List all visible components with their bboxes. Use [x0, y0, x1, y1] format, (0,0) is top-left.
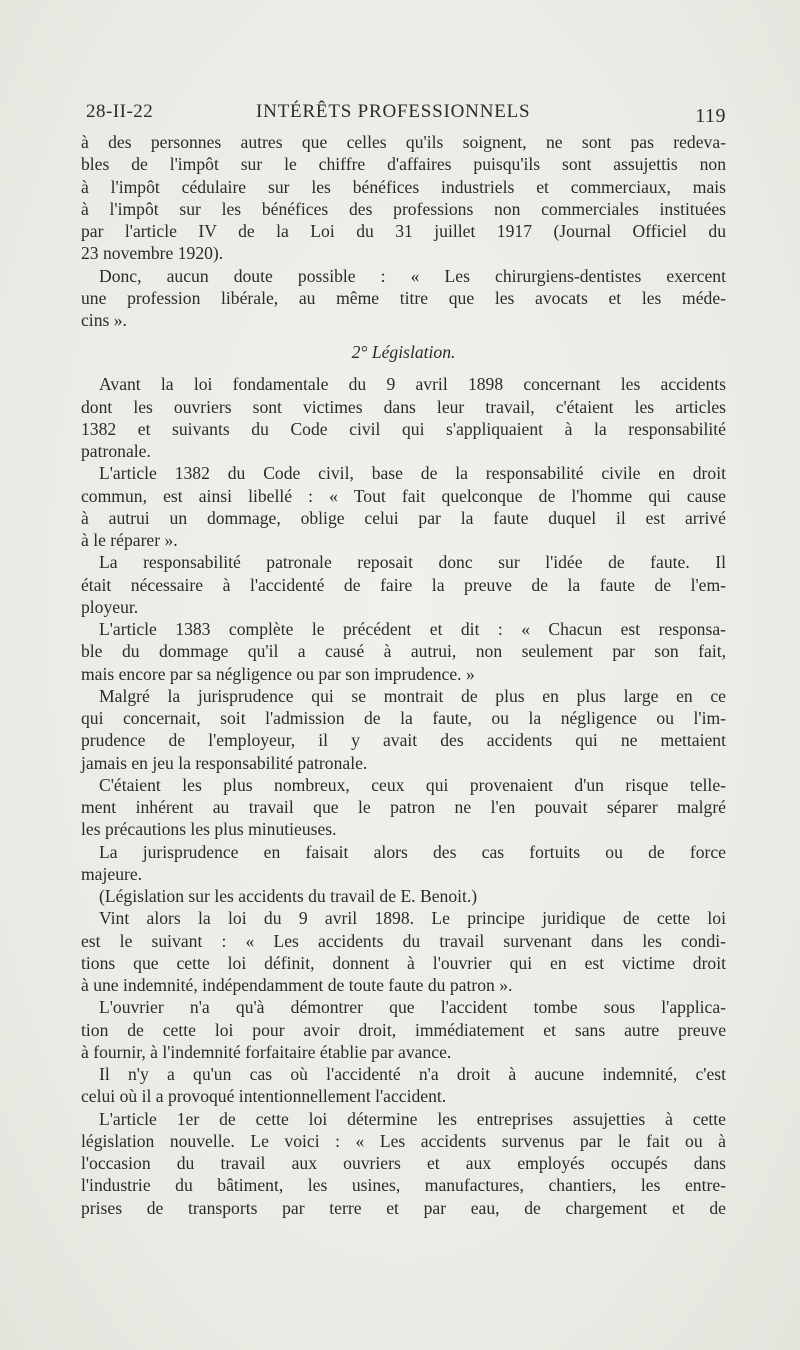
- text-line: ployeur.: [81, 596, 139, 617]
- text-line: était nécessaire à l'accidenté de faire la preuve de la faute de l'em-: [81, 574, 726, 595]
- text-line: La responsabilité patronale reposait donc sur l'idée de faute. Il: [99, 552, 726, 573]
- text-line: tions que cette loi définit, donnent à l'ouvrier qui en est victime droit: [81, 952, 726, 973]
- text-line: L'article 1383 complète le précédent et dit : « Chacun est responsa-: [99, 619, 726, 639]
- text-line: L'article 1382 du Code civil, base de la responsabilité civile en droit: [99, 463, 726, 484]
- text-line: à fournir, à l'indemnité forfaitaire établie par avance.: [81, 1041, 452, 1062]
- text-line: mais encore par sa négligence ou par son imprudence. »: [81, 663, 475, 684]
- text-line: l'industrie du bâtiment, les usines, manufactures, chantiers, les entre-: [81, 1175, 726, 1196]
- text-line: dont les ouvriers sont victimes dans leur travail, c'étaient les articles: [81, 396, 726, 417]
- text-line: qui concernait, soit l'admission de la faute, ou la négligence ou l'im-: [81, 708, 726, 728]
- text-line: à l'impôt sur les bénéfices des professions non commerciales instituées: [81, 198, 726, 219]
- text-line: Vint alors la loi du 9 avril 1898. Le principe juridique de cette loi: [99, 908, 726, 929]
- text-line: les précautions les plus minutieuses.: [81, 819, 337, 840]
- header-date: 28-II-22: [86, 101, 154, 122]
- text-line: majeure.: [81, 863, 143, 884]
- header-title: INTÉRÊTS PROFESSIONNELS: [256, 101, 531, 122]
- section-heading: 2° Législation.: [351, 342, 456, 363]
- text-line: à l'impôt cédulaire sur les bénéfices industriels et commerciaux, mais: [81, 176, 726, 197]
- text-line: prudence de l'employeur, il y avait des accidents qui ne mettaient: [81, 730, 726, 751]
- text-line: Malgré la jurisprudence qui se montrait de plus en plus large en ce: [99, 685, 726, 706]
- text-line: par l'article IV de la Loi du 31 juillet 1917 (Journal Officiel du: [81, 221, 726, 241]
- text-line: (Législation sur les accidents du travail de E. Benoit.): [99, 886, 478, 906]
- text-line: La jurisprudence en faisait alors des cas fortuits ou de force: [99, 841, 726, 862]
- text-line: à autrui un dommage, oblige celui par la faute duquel il est arrivé: [81, 507, 726, 528]
- text-line: Avant la loi fondamentale du 9 avril 1898 concernant les accidents: [99, 374, 726, 395]
- text-line: ment inhérent au travail que le patron ne l'en pouvait séparer malgré: [81, 797, 726, 817]
- text-line: tion de cette loi pour avoir droit, immédiatement et sans autre preuve: [81, 1019, 726, 1040]
- text-line: Donc, aucun doute possible : « Les chirurgiens-dentistes exercent: [99, 265, 726, 286]
- text-line: Il n'y a qu'un cas où l'accidenté n'a droit à aucune indemnité, c'est: [99, 1064, 726, 1084]
- page-body-text: [81, 131, 726, 1219]
- text-line: à des personnes autres que celles qu'ils soignent, ne sont pas redeva-: [81, 132, 726, 152]
- text-line: L'article 1er de cette loi détermine les entreprises assujetties à cette: [99, 1108, 726, 1129]
- text-line: bles de l'impôt sur le chiffre d'affaires puisqu'ils sont assujettis non: [81, 154, 726, 175]
- text-line: patronale.: [81, 441, 151, 461]
- text-line: l'occasion du travail aux ouvriers et aux employés occupés dans: [81, 1153, 726, 1173]
- text-line: une profession libérale, au même titre que les avocats et les méde-: [81, 287, 726, 308]
- text-line: est le suivant : « Les accidents du travail survenant dans les condi-: [81, 930, 726, 951]
- text-line: commun, est ainsi libellé : « Tout fait quelconque de l'homme qui cause: [81, 485, 726, 506]
- text-line: 23 novembre 1920).: [81, 243, 224, 264]
- text-line: L'ouvrier n'a qu'à démontrer que l'accident tombe sous l'applica-: [99, 997, 726, 1018]
- page-number: 119: [695, 105, 726, 127]
- text-line: cins ».: [81, 310, 127, 330]
- text-line: législation nouvelle. Le voici : « Les accidents survenus par le fait ou à: [81, 1130, 726, 1151]
- running-header: [86, 101, 726, 129]
- text-line: ble du dommage qu'il a causé à autrui, non seulement par son fait,: [81, 641, 726, 662]
- text-line: prises de transports par terre et par eau, de chargement et de: [81, 1197, 726, 1218]
- text-line: à une indemnité, indépendamment de toute faute du patron ».: [81, 975, 513, 995]
- text-line: C'étaient les plus nombreux, ceux qui provenaient d'un risque telle-: [99, 774, 726, 795]
- text-line: jamais en jeu la responsabilité patronale.: [81, 752, 368, 773]
- text-line: à le réparer ».: [81, 530, 178, 550]
- text-line: celui où il a provoqué intentionnellement l'accident.: [81, 1086, 447, 1107]
- text-line: 1382 et suivants du Code civil qui s'appliquaient à la responsabilité: [81, 418, 726, 439]
